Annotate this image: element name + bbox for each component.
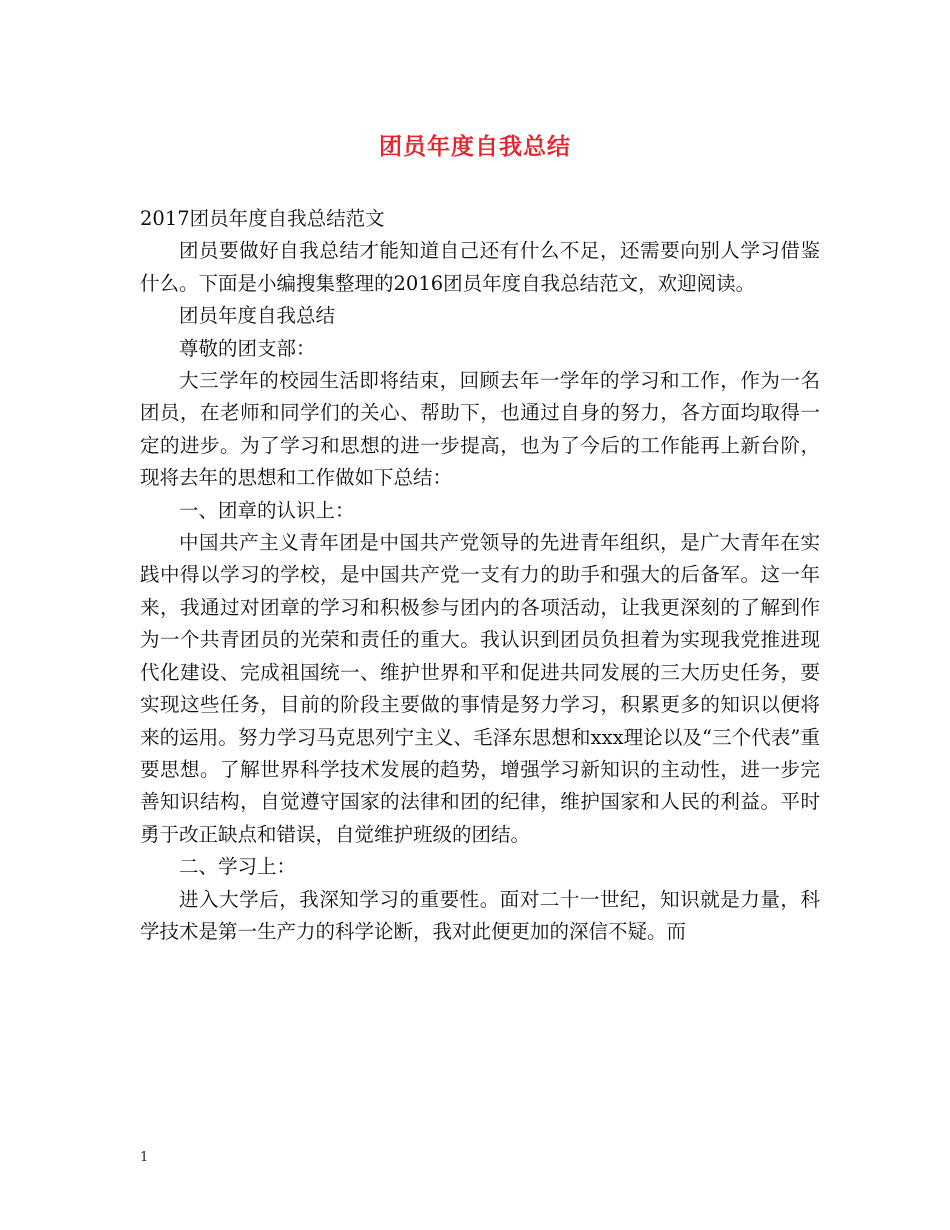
salutation: 尊敬的团支部：	[179, 336, 316, 360]
document-subtitle: 2017团员年度自我总结范文	[140, 207, 385, 230]
body-paragraph: 进入大学后，我深知学习的重要性。面对二十一世纪，知识就是力量，科学技术是第一生产力的科学论断，我对此便更加的深信不疑。而	[140, 887, 820, 943]
section-heading: 一、团章的认识上：	[179, 498, 355, 522]
page-number: 1	[140, 1150, 149, 1165]
document-body	[140, 203, 820, 948]
body-paragraph: 中国共产主义青年团是中国共产党领导的先进青年组织，是广大青年在实践中得以学习的学校，是中国共产党一支有力的助手和强大的后备军。这一年来，我通过对团章的学习和积极参与团内的各项活动，让我更深刻的了解到作为一个共青团员的光荣和责任的重大。我认识到团员负担着为实现我党推进现代化建设、完成祖国统一、维护世界和平和促进共同发展的三大历史任务，要实现这些任务，目前的阶段主要做的事情是努力学习，积累更多的知识以便将来的运用。努力学习马克思列宁主义、毛泽东思想和xxx理论以及“三个代表”重要思想。了解世界科学技术发展的趋势，增强学习新知识的主动性，进一步完善知识结构，自觉遵守国家的法律和团的纪律，维护国家和人民的利益。平时勇于改正缺点和错误，自觉维护班级的团结。	[140, 531, 820, 846]
body-paragraph: 大三学年的校园生活即将结束，回顾去年一学年的学习和工作，作为一名团员，在老师和同学们的关心、帮助下，也通过自身的努力，各方面均取得一定的进步。为了学习和思想的进一步提高，也为了今后的工作能再上新台阶，现将去年的思想和工作做如下总结：	[140, 369, 820, 490]
section-heading: 团员年度自我总结	[179, 304, 336, 328]
section-heading: 二、学习上：	[179, 855, 297, 879]
intro-paragraph: 团员要做好自我总结才能知道自己还有什么不足，还需要向别人学习借鉴什么。下面是小编搜集整理的2016团员年度自我总结范文，欢迎阅读。	[140, 239, 820, 295]
document-title: 团员年度自我总结	[379, 133, 571, 160]
